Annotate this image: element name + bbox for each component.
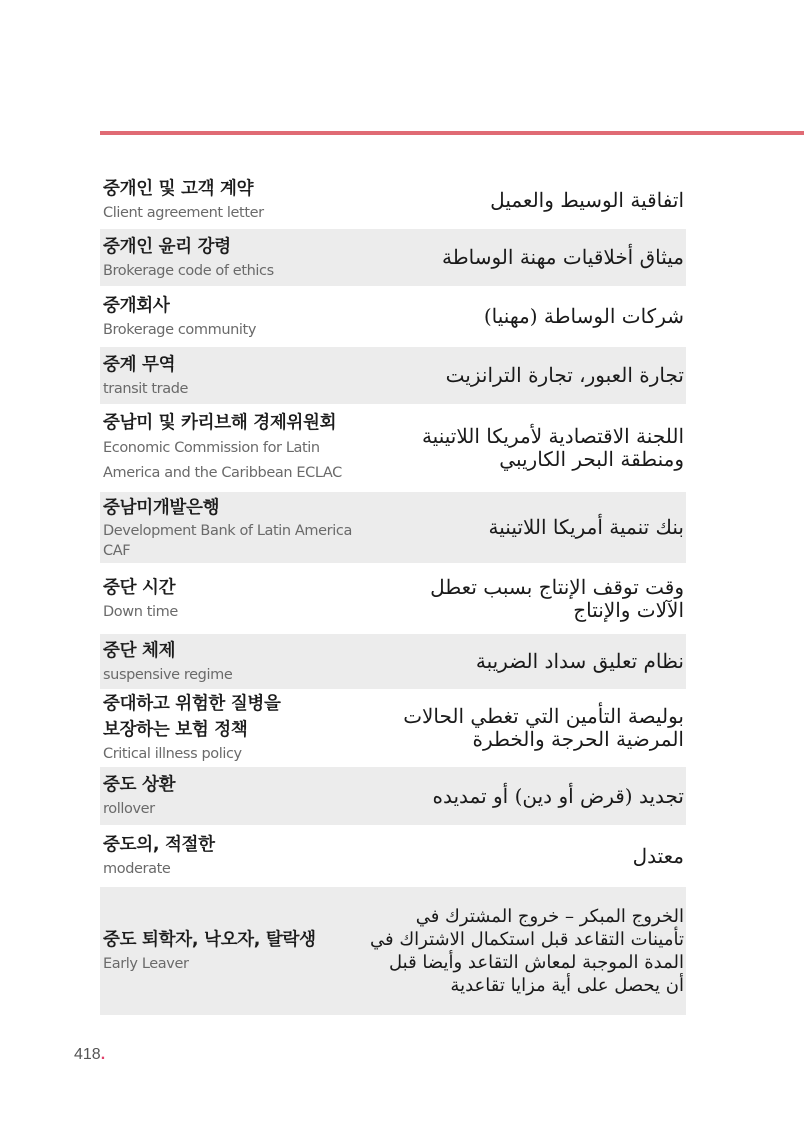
entry-terms — [100, 495, 362, 561]
glossary-entry — [100, 288, 686, 345]
korean-term: 중단 시간 — [103, 577, 176, 598]
entry-terms — [100, 176, 362, 224]
korean-term: 중개인 윤리 강령 — [103, 236, 231, 257]
entry-terms — [100, 638, 362, 686]
glossary-table — [100, 173, 686, 1017]
top-accent-rule — [100, 131, 804, 135]
glossary-entry — [100, 229, 686, 286]
entry-terms — [100, 575, 362, 623]
entry-terms — [100, 352, 362, 400]
page-number: 418. — [74, 1046, 106, 1063]
arabic-term: تجارة العبور، تجارة الترانزيت — [445, 363, 684, 387]
english-term: suspensive regime — [103, 666, 233, 683]
english-term: Brokerage community — [103, 321, 257, 338]
entry-terms — [100, 691, 362, 765]
english-term: Economic Commission for Latin America and the Caribbean ECLAC — [103, 440, 342, 481]
entry-terms — [100, 927, 362, 975]
glossary-entry — [100, 347, 686, 404]
english-term: Client agreement letter — [103, 205, 264, 221]
entry-terms — [100, 234, 362, 282]
korean-term: 중개회사 — [103, 295, 170, 316]
english-term: Early Leaver — [103, 956, 189, 972]
entry-terms — [100, 410, 362, 486]
korean-term: 중대하고 위험한 질병을 보장하는 보험 정책 — [103, 694, 281, 740]
english-term: Brokerage code of ethics — [103, 262, 274, 279]
korean-term: 중도 퇴학자, 낙오자, 탈락생 — [103, 930, 316, 950]
korean-term: 중도 상환 — [103, 775, 176, 795]
glossary-entry — [100, 827, 686, 885]
korean-term: 중계 무역 — [103, 354, 176, 375]
arabic-term: شركات الوساطة (مهنيا) — [483, 304, 684, 328]
arabic-term: اتفاقية الوسيط والعميل — [490, 187, 684, 212]
english-term: Development Bank of Latin America CAF — [103, 522, 352, 559]
glossary-entry — [100, 767, 686, 825]
korean-term: 중남미 및 카리브해 경제위원회 — [103, 413, 337, 433]
english-term: transit trade — [103, 380, 189, 397]
glossary-entry — [100, 173, 686, 227]
glossary-entry — [100, 406, 686, 490]
glossary-entry — [100, 691, 686, 765]
arabic-term: بنك تنمية أمريكا اللاتينية — [488, 515, 684, 539]
glossary-entry — [100, 634, 686, 689]
glossary-entry — [100, 887, 686, 1015]
arabic-term: وقت توقف الإنتاج بسبب تعطل الآلات والإنتاج — [430, 574, 684, 622]
korean-term: 중남미개발은행 — [103, 497, 220, 518]
korean-term: 중도의, 적절한 — [103, 835, 215, 855]
arabic-term: بوليصة التأمين التي تغطي الحالات المرضية الحرجة والخطرة — [403, 704, 684, 751]
arabic-term: معتدل — [632, 843, 684, 868]
entry-terms — [100, 293, 362, 341]
entry-terms — [100, 772, 362, 820]
entry-terms — [100, 832, 362, 880]
arabic-term: تجديد (قرض أو دين) أو تمديده — [432, 783, 684, 808]
arabic-term: الخروج المبكر – خروج المشترك في تأمينات التقاعد قبل استكمال الاشتراك في المدة الموجبة لمعاش التقاعد وأيضا قبل أن يحصل على أية مزايا تقاعدية — [370, 906, 684, 996]
korean-term: 중단 체제 — [103, 640, 176, 661]
glossary-entry — [100, 565, 686, 632]
english-term: moderate — [103, 861, 171, 877]
glossary-entry — [100, 492, 686, 563]
english-term: rollover — [103, 801, 155, 817]
english-term: Down time — [103, 603, 178, 620]
arabic-term: اللجنة الاقتصادية لأمريكا اللاتينية ومنطقة البحر الكاريبي — [421, 424, 684, 471]
english-term: Critical illness policy — [103, 746, 242, 762]
korean-term: 중개인 및 고객 계약 — [103, 179, 254, 199]
arabic-term: نظام تعليق سداد الضريبة — [475, 649, 684, 673]
arabic-term: ميثاق أخلاقيات مهنة الوساطة — [441, 245, 684, 269]
